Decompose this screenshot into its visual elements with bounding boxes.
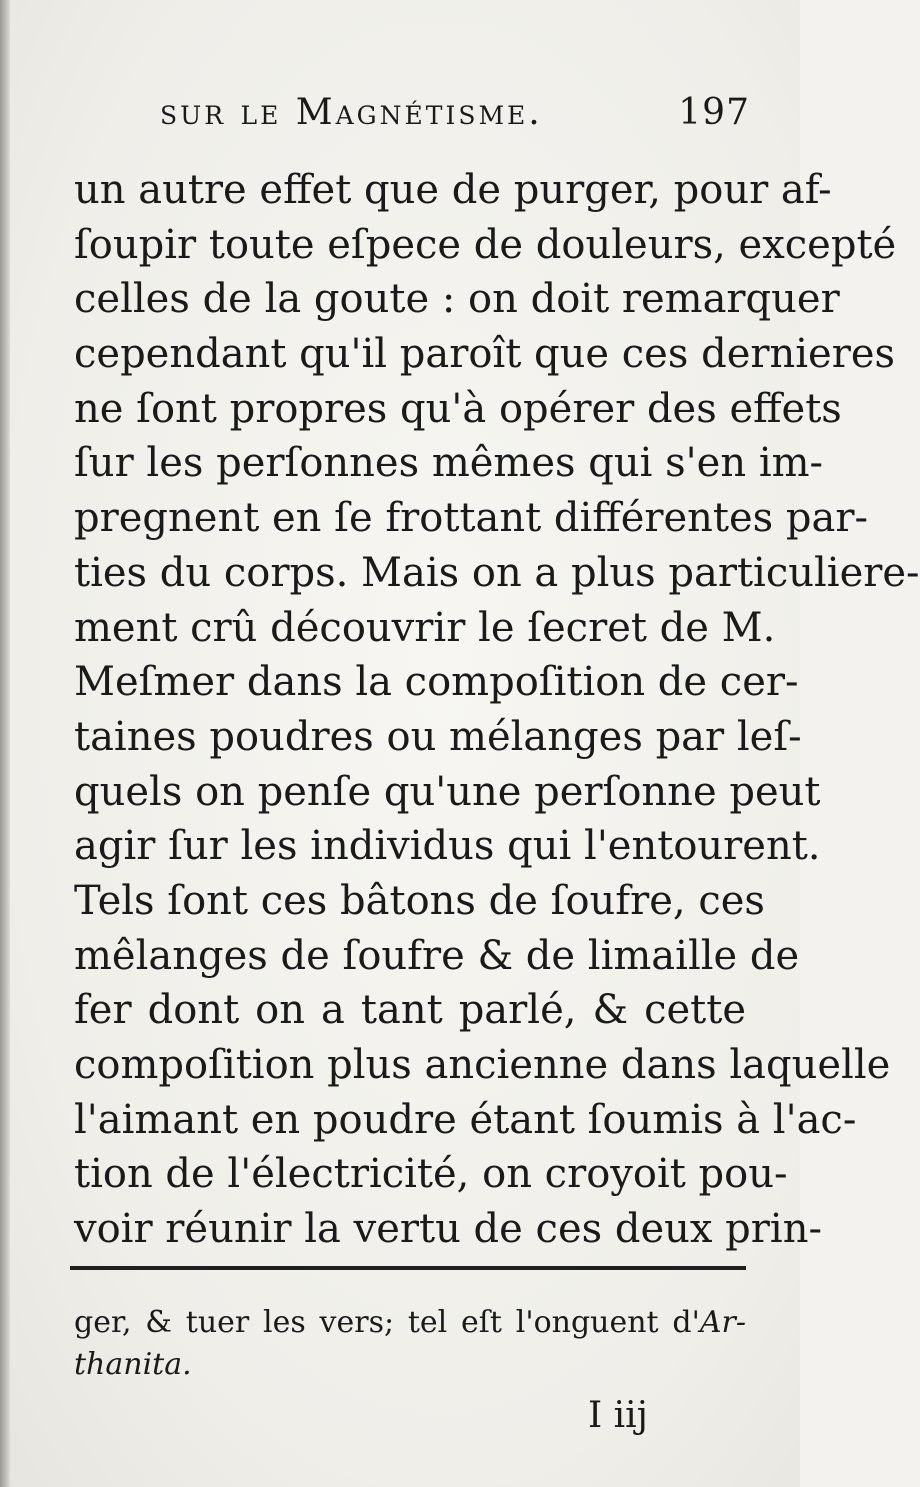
running-title: sur le Magnétisme. [160,92,543,133]
text-line: mêlanges de ſoufre & de limaille de [74,932,800,979]
text-line: compoſition plus ancienne dans laquelle [74,1042,891,1088]
text-line: tion de l'électricité, on croyoit pou- [74,1151,788,1198]
footnote-rule [70,1266,746,1270]
text-line: ne ſont propres qu'à opérer des effets [74,385,842,432]
text-line: Meſmer dans la compoſition de cer- [74,659,799,706]
text-line: l'aimant en poudre étant ſoumis à l'ac- [74,1096,857,1143]
page-gutter-shadow [0,0,10,1487]
signature-mark: I iij [588,1395,648,1436]
body-text [74,163,920,1257]
text-line: un autre effet que de purger, pour af- [74,167,832,213]
page-header [160,92,750,152]
text-line: agir ſur les individus qui l'entourent. [74,823,821,870]
text-line: ſoupir toute eſpece de douleurs, excepté [74,221,897,268]
text-line: fer dont on a tant parlé, & cette [74,987,746,1034]
text-line: taines poudres ou mélanges par leſ- [74,713,802,760]
footnote-line [74,1302,746,1344]
text-line: cependant qu'il paroît que ces dernieres [74,331,896,378]
footnote-text: ger, & tuer les vers; tel eſt l'onguent d' [74,1305,700,1340]
footnote-line [74,1344,746,1386]
text-line: pregnent en ſe frottant différentes par- [74,495,869,542]
text-line: ſur les perſonnes mêmes qui s'en im- [74,440,824,487]
text-line: Tels ſont ces bâtons de ſoufre, ces [74,877,765,924]
page-number: 197 [678,92,750,133]
text-line: ment crû découvrir le ſecret de M. [74,604,776,651]
text-line: celles de la goute : on doit remarquer [74,276,840,323]
footnote-italic-text: Ar- [699,1305,746,1340]
footnote [74,1302,746,1386]
footnote-italic-text: thanita. [74,1347,192,1382]
text-line: ties du corps. Mais on a plus particuliere- [74,549,920,596]
text-line: quels on penſe qu'une perſonne peut [74,768,821,815]
text-line: voir réunir la vertu de ces deux prin- [74,1206,822,1253]
